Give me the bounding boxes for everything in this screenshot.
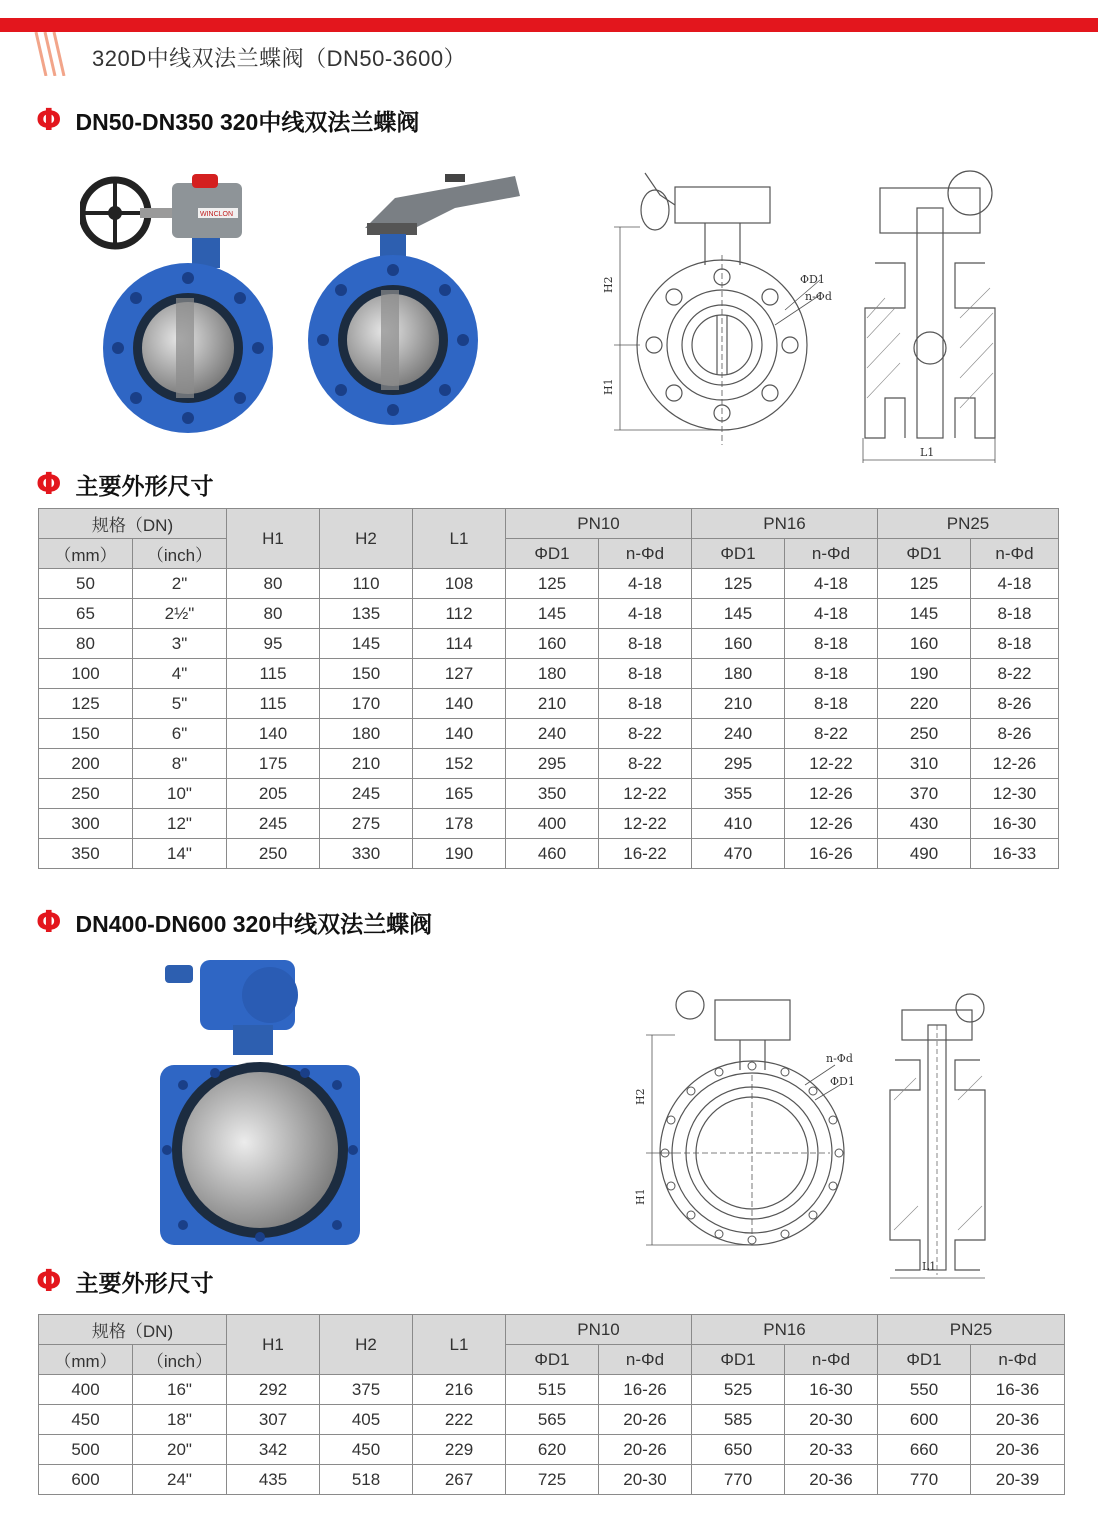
large-gear-valve-photo: [155, 955, 365, 1250]
table-cell: 245: [320, 779, 413, 809]
table-cell: 660: [878, 1435, 971, 1465]
table-cell: 175: [227, 749, 320, 779]
table-cell: 115: [227, 659, 320, 689]
table-cell: 4": [133, 659, 227, 689]
table-cell: 12": [133, 809, 227, 839]
table-cell: 12-26: [785, 809, 878, 839]
n-phi-d-label: n-Φd: [805, 290, 832, 303]
pn10-d1-header: ΦD1: [506, 539, 599, 569]
table-cell: 8-22: [785, 719, 878, 749]
decorative-stripes: [32, 32, 72, 76]
pn25-nd-header: n-Φd: [971, 1345, 1065, 1375]
table-cell: 108: [413, 569, 506, 599]
table-cell: 145: [878, 599, 971, 629]
table-cell: 65: [39, 599, 133, 629]
table-cell: 16-26: [785, 839, 878, 869]
table-cell: 8-18: [599, 659, 692, 689]
section1-heading-text: DN50-DN350 320中线双法兰蝶阀: [75, 109, 420, 135]
table-cell: 3": [133, 629, 227, 659]
table-cell: 250: [227, 839, 320, 869]
table-cell: 2": [133, 569, 227, 599]
table-cell: 20": [133, 1435, 227, 1465]
h2-label: H2: [602, 276, 615, 293]
pn25-d1-header: ΦD1: [878, 1345, 971, 1375]
table-cell: 4-18: [599, 569, 692, 599]
table-cell: 8-18: [785, 689, 878, 719]
table-cell: 245: [227, 809, 320, 839]
table-cell: 16-36: [971, 1375, 1065, 1405]
table-cell: 20-26: [599, 1405, 692, 1435]
h2-label-2: H2: [634, 1088, 647, 1105]
pn25-header: PN25: [878, 509, 1059, 539]
table-cell: 550: [878, 1375, 971, 1405]
table-cell: 112: [413, 599, 506, 629]
pn25-d1-header: ΦD1: [878, 539, 971, 569]
table-cell: 110: [320, 569, 413, 599]
table-cell: 650: [692, 1435, 785, 1465]
table1-heading-text: 主要外形尺寸: [75, 473, 214, 499]
table-cell: 585: [692, 1405, 785, 1435]
table-cell: 125: [692, 569, 785, 599]
table-cell: 20-33: [785, 1435, 878, 1465]
table-cell: 490: [878, 839, 971, 869]
table-row: [39, 749, 1059, 779]
table-cell: 210: [506, 689, 599, 719]
dimension-table-1: [38, 508, 1059, 869]
l1-label: L1: [920, 446, 935, 459]
table-cell: 12-22: [785, 749, 878, 779]
dimension-table-2: [38, 1314, 1065, 1495]
pn16-header: PN16: [692, 509, 878, 539]
table-cell: 400: [39, 1375, 133, 1405]
mm-header: （mm）: [39, 539, 133, 569]
section2-heading-text: DN400-DN600 320中线双法兰蝶阀: [75, 911, 433, 937]
table-cell: 8-18: [785, 659, 878, 689]
h2-header: H2: [320, 509, 413, 569]
table-cell: 125: [878, 569, 971, 599]
section1-heading: [36, 104, 419, 137]
table-cell: 8-22: [599, 749, 692, 779]
phi-d1-label-2: ΦD1: [830, 1075, 855, 1088]
h1-header: H1: [227, 509, 320, 569]
table-row: [39, 1405, 1065, 1435]
table-cell: 114: [413, 629, 506, 659]
table-cell: 145: [692, 599, 785, 629]
table-row: [39, 569, 1059, 599]
table-cell: 140: [227, 719, 320, 749]
pn16-d1-header: ΦD1: [692, 539, 785, 569]
table-cell: 250: [878, 719, 971, 749]
table-cell: 8-18: [599, 689, 692, 719]
table-cell: 450: [39, 1405, 133, 1435]
table-cell: 435: [227, 1465, 320, 1495]
h1-label: H1: [602, 378, 615, 395]
l1-header: L1: [413, 1315, 506, 1375]
table-cell: 500: [39, 1435, 133, 1465]
table-cell: 307: [227, 1405, 320, 1435]
table-cell: 4-18: [971, 569, 1059, 599]
table-cell: 8-26: [971, 719, 1059, 749]
table-cell: 178: [413, 809, 506, 839]
page-title: 320D中线双法兰蝶阀（DN50-3600）: [92, 46, 467, 71]
side-section-drawing-2: [880, 990, 995, 1280]
table-cell: 20-30: [785, 1405, 878, 1435]
table-row: [39, 1435, 1065, 1465]
table-cell: 200: [39, 749, 133, 779]
spec-header: 规格（DN): [39, 1315, 227, 1345]
table-cell: 8-22: [599, 719, 692, 749]
table2-heading-text: 主要外形尺寸: [75, 1270, 214, 1296]
table-cell: 600: [878, 1405, 971, 1435]
table-cell: 190: [878, 659, 971, 689]
table-cell: 518: [320, 1465, 413, 1495]
table-row: [39, 1465, 1065, 1495]
table-cell: 292: [227, 1375, 320, 1405]
table-cell: 145: [506, 599, 599, 629]
table-cell: 16-33: [971, 839, 1059, 869]
table-cell: 180: [320, 719, 413, 749]
table-cell: 460: [506, 839, 599, 869]
table-cell: 8-22: [971, 659, 1059, 689]
brand-label: WINCLON: [200, 211, 234, 218]
table-row: [39, 809, 1059, 839]
table-cell: 20-36: [971, 1435, 1065, 1465]
table-cell: 20-26: [599, 1435, 692, 1465]
table-cell: 405: [320, 1405, 413, 1435]
pn25-nd-header: n-Φd: [971, 539, 1059, 569]
table-cell: 127: [413, 659, 506, 689]
table-cell: 565: [506, 1405, 599, 1435]
table-cell: 400: [506, 809, 599, 839]
table-cell: 725: [506, 1465, 599, 1495]
table-cell: 267: [413, 1465, 506, 1495]
table-cell: 240: [692, 719, 785, 749]
table1-heading: [36, 468, 214, 501]
table-cell: 14": [133, 839, 227, 869]
h2-header: H2: [320, 1315, 413, 1375]
pn25-header: PN25: [878, 1315, 1065, 1345]
table-cell: 310: [878, 749, 971, 779]
table-cell: 515: [506, 1375, 599, 1405]
table-cell: 350: [39, 839, 133, 869]
l1-header: L1: [413, 509, 506, 569]
table-cell: 355: [692, 779, 785, 809]
table-cell: 4-18: [785, 569, 878, 599]
table-cell: 80: [39, 629, 133, 659]
table-cell: 160: [692, 629, 785, 659]
n-phi-d-label-2: n-Φd: [826, 1052, 853, 1065]
table-cell: 12-26: [971, 749, 1059, 779]
table-cell: 370: [878, 779, 971, 809]
table-cell: 16-30: [785, 1375, 878, 1405]
table-cell: 525: [692, 1375, 785, 1405]
table-cell: 430: [878, 809, 971, 839]
pn16-header: PN16: [692, 1315, 878, 1345]
mm-header: （mm）: [39, 1345, 133, 1375]
table-cell: 140: [413, 719, 506, 749]
table2-heading: [36, 1265, 214, 1298]
table-cell: 6": [133, 719, 227, 749]
table-cell: 10": [133, 779, 227, 809]
table-cell: 16-22: [599, 839, 692, 869]
table-cell: 180: [506, 659, 599, 689]
table-cell: 145: [320, 629, 413, 659]
table-cell: 80: [227, 569, 320, 599]
table-row: [39, 659, 1059, 689]
phi-icon: Φ: [36, 102, 62, 138]
table-cell: 16-30: [971, 809, 1059, 839]
table-cell: 152: [413, 749, 506, 779]
table-cell: 375: [320, 1375, 413, 1405]
table-cell: 160: [506, 629, 599, 659]
table-cell: 12-30: [971, 779, 1059, 809]
table-cell: 240: [506, 719, 599, 749]
h1-header: H1: [227, 1315, 320, 1375]
table-cell: 222: [413, 1405, 506, 1435]
table-cell: 300: [39, 809, 133, 839]
table-cell: 20-36: [785, 1465, 878, 1495]
top-red-bar: [0, 18, 1098, 32]
table-cell: 12-22: [599, 809, 692, 839]
table-cell: 135: [320, 599, 413, 629]
pn10-nd-header: n-Φd: [599, 1345, 692, 1375]
table-cell: 180: [692, 659, 785, 689]
phi-icon: Φ: [36, 1263, 62, 1299]
table-cell: 8-18: [599, 629, 692, 659]
table-cell: 125: [39, 689, 133, 719]
table-cell: 150: [320, 659, 413, 689]
gear-operated-valve-photo: [80, 158, 290, 438]
pn10-d1-header: ΦD1: [506, 1345, 599, 1375]
table-cell: 8": [133, 749, 227, 779]
phi-icon: Φ: [36, 904, 62, 940]
table-cell: 210: [692, 689, 785, 719]
table-cell: 16-26: [599, 1375, 692, 1405]
phi-icon: Φ: [36, 466, 62, 502]
table-cell: 410: [692, 809, 785, 839]
table-cell: 350: [506, 779, 599, 809]
phi-d1-label: ΦD1: [800, 273, 825, 286]
table-row: [39, 629, 1059, 659]
table-cell: 295: [692, 749, 785, 779]
table-cell: 216: [413, 1375, 506, 1405]
table-cell: 210: [320, 749, 413, 779]
table-row: [39, 779, 1059, 809]
table-cell: 12-22: [599, 779, 692, 809]
table-cell: 24": [133, 1465, 227, 1495]
table-cell: 100: [39, 659, 133, 689]
table-cell: 160: [878, 629, 971, 659]
pn16-nd-header: n-Φd: [785, 1345, 878, 1375]
front-view-drawing-2: [630, 975, 880, 1265]
pn10-header: PN10: [506, 509, 692, 539]
table-cell: 115: [227, 689, 320, 719]
table-cell: 12-26: [785, 779, 878, 809]
spec-header: 规格（DN): [39, 509, 227, 539]
table-cell: 150: [39, 719, 133, 749]
table-cell: 770: [878, 1465, 971, 1495]
h1-label-2: H1: [634, 1188, 647, 1205]
table-cell: 342: [227, 1435, 320, 1465]
table-cell: 275: [320, 809, 413, 839]
table-cell: 2½": [133, 599, 227, 629]
inch-header: （inch）: [133, 1345, 227, 1375]
pn16-nd-header: n-Φd: [785, 539, 878, 569]
table-cell: 16": [133, 1375, 227, 1405]
table-cell: 125: [506, 569, 599, 599]
inch-header: （inch）: [133, 539, 227, 569]
table-row: [39, 689, 1059, 719]
table-cell: 205: [227, 779, 320, 809]
table-cell: 8-26: [971, 689, 1059, 719]
table-cell: 4-18: [599, 599, 692, 629]
table-cell: 470: [692, 839, 785, 869]
table-cell: 330: [320, 839, 413, 869]
table-cell: 50: [39, 569, 133, 599]
table-cell: 20-30: [599, 1465, 692, 1495]
table-cell: 140: [413, 689, 506, 719]
l1-label-2: L1: [922, 1260, 937, 1273]
table-cell: 8-18: [971, 629, 1059, 659]
front-view-drawing-1: [600, 165, 840, 450]
pn10-header: PN10: [506, 1315, 692, 1345]
table-cell: 220: [878, 689, 971, 719]
pn16-d1-header: ΦD1: [692, 1345, 785, 1375]
table-cell: 4-18: [785, 599, 878, 629]
table-row: [39, 599, 1059, 629]
table-cell: 18": [133, 1405, 227, 1435]
table-row: [39, 1375, 1065, 1405]
table-cell: 80: [227, 599, 320, 629]
table-cell: 8-18: [785, 629, 878, 659]
table-cell: 770: [692, 1465, 785, 1495]
pn10-nd-header: n-Φd: [599, 539, 692, 569]
section2-heading: [36, 906, 432, 939]
table-cell: 8-18: [971, 599, 1059, 629]
side-section-drawing-1: [855, 168, 1000, 463]
table-cell: 170: [320, 689, 413, 719]
table-cell: 250: [39, 779, 133, 809]
table-cell: 450: [320, 1435, 413, 1465]
table-row: [39, 839, 1059, 869]
table-cell: 165: [413, 779, 506, 809]
table-cell: 600: [39, 1465, 133, 1495]
table-row: [39, 719, 1059, 749]
table-cell: 295: [506, 749, 599, 779]
table-cell: 20-36: [971, 1405, 1065, 1435]
table-cell: 5": [133, 689, 227, 719]
table-cell: 190: [413, 839, 506, 869]
table-cell: 20-39: [971, 1465, 1065, 1495]
table-cell: 95: [227, 629, 320, 659]
lever-operated-valve-photo: [305, 168, 530, 433]
table-cell: 620: [506, 1435, 599, 1465]
table-cell: 229: [413, 1435, 506, 1465]
